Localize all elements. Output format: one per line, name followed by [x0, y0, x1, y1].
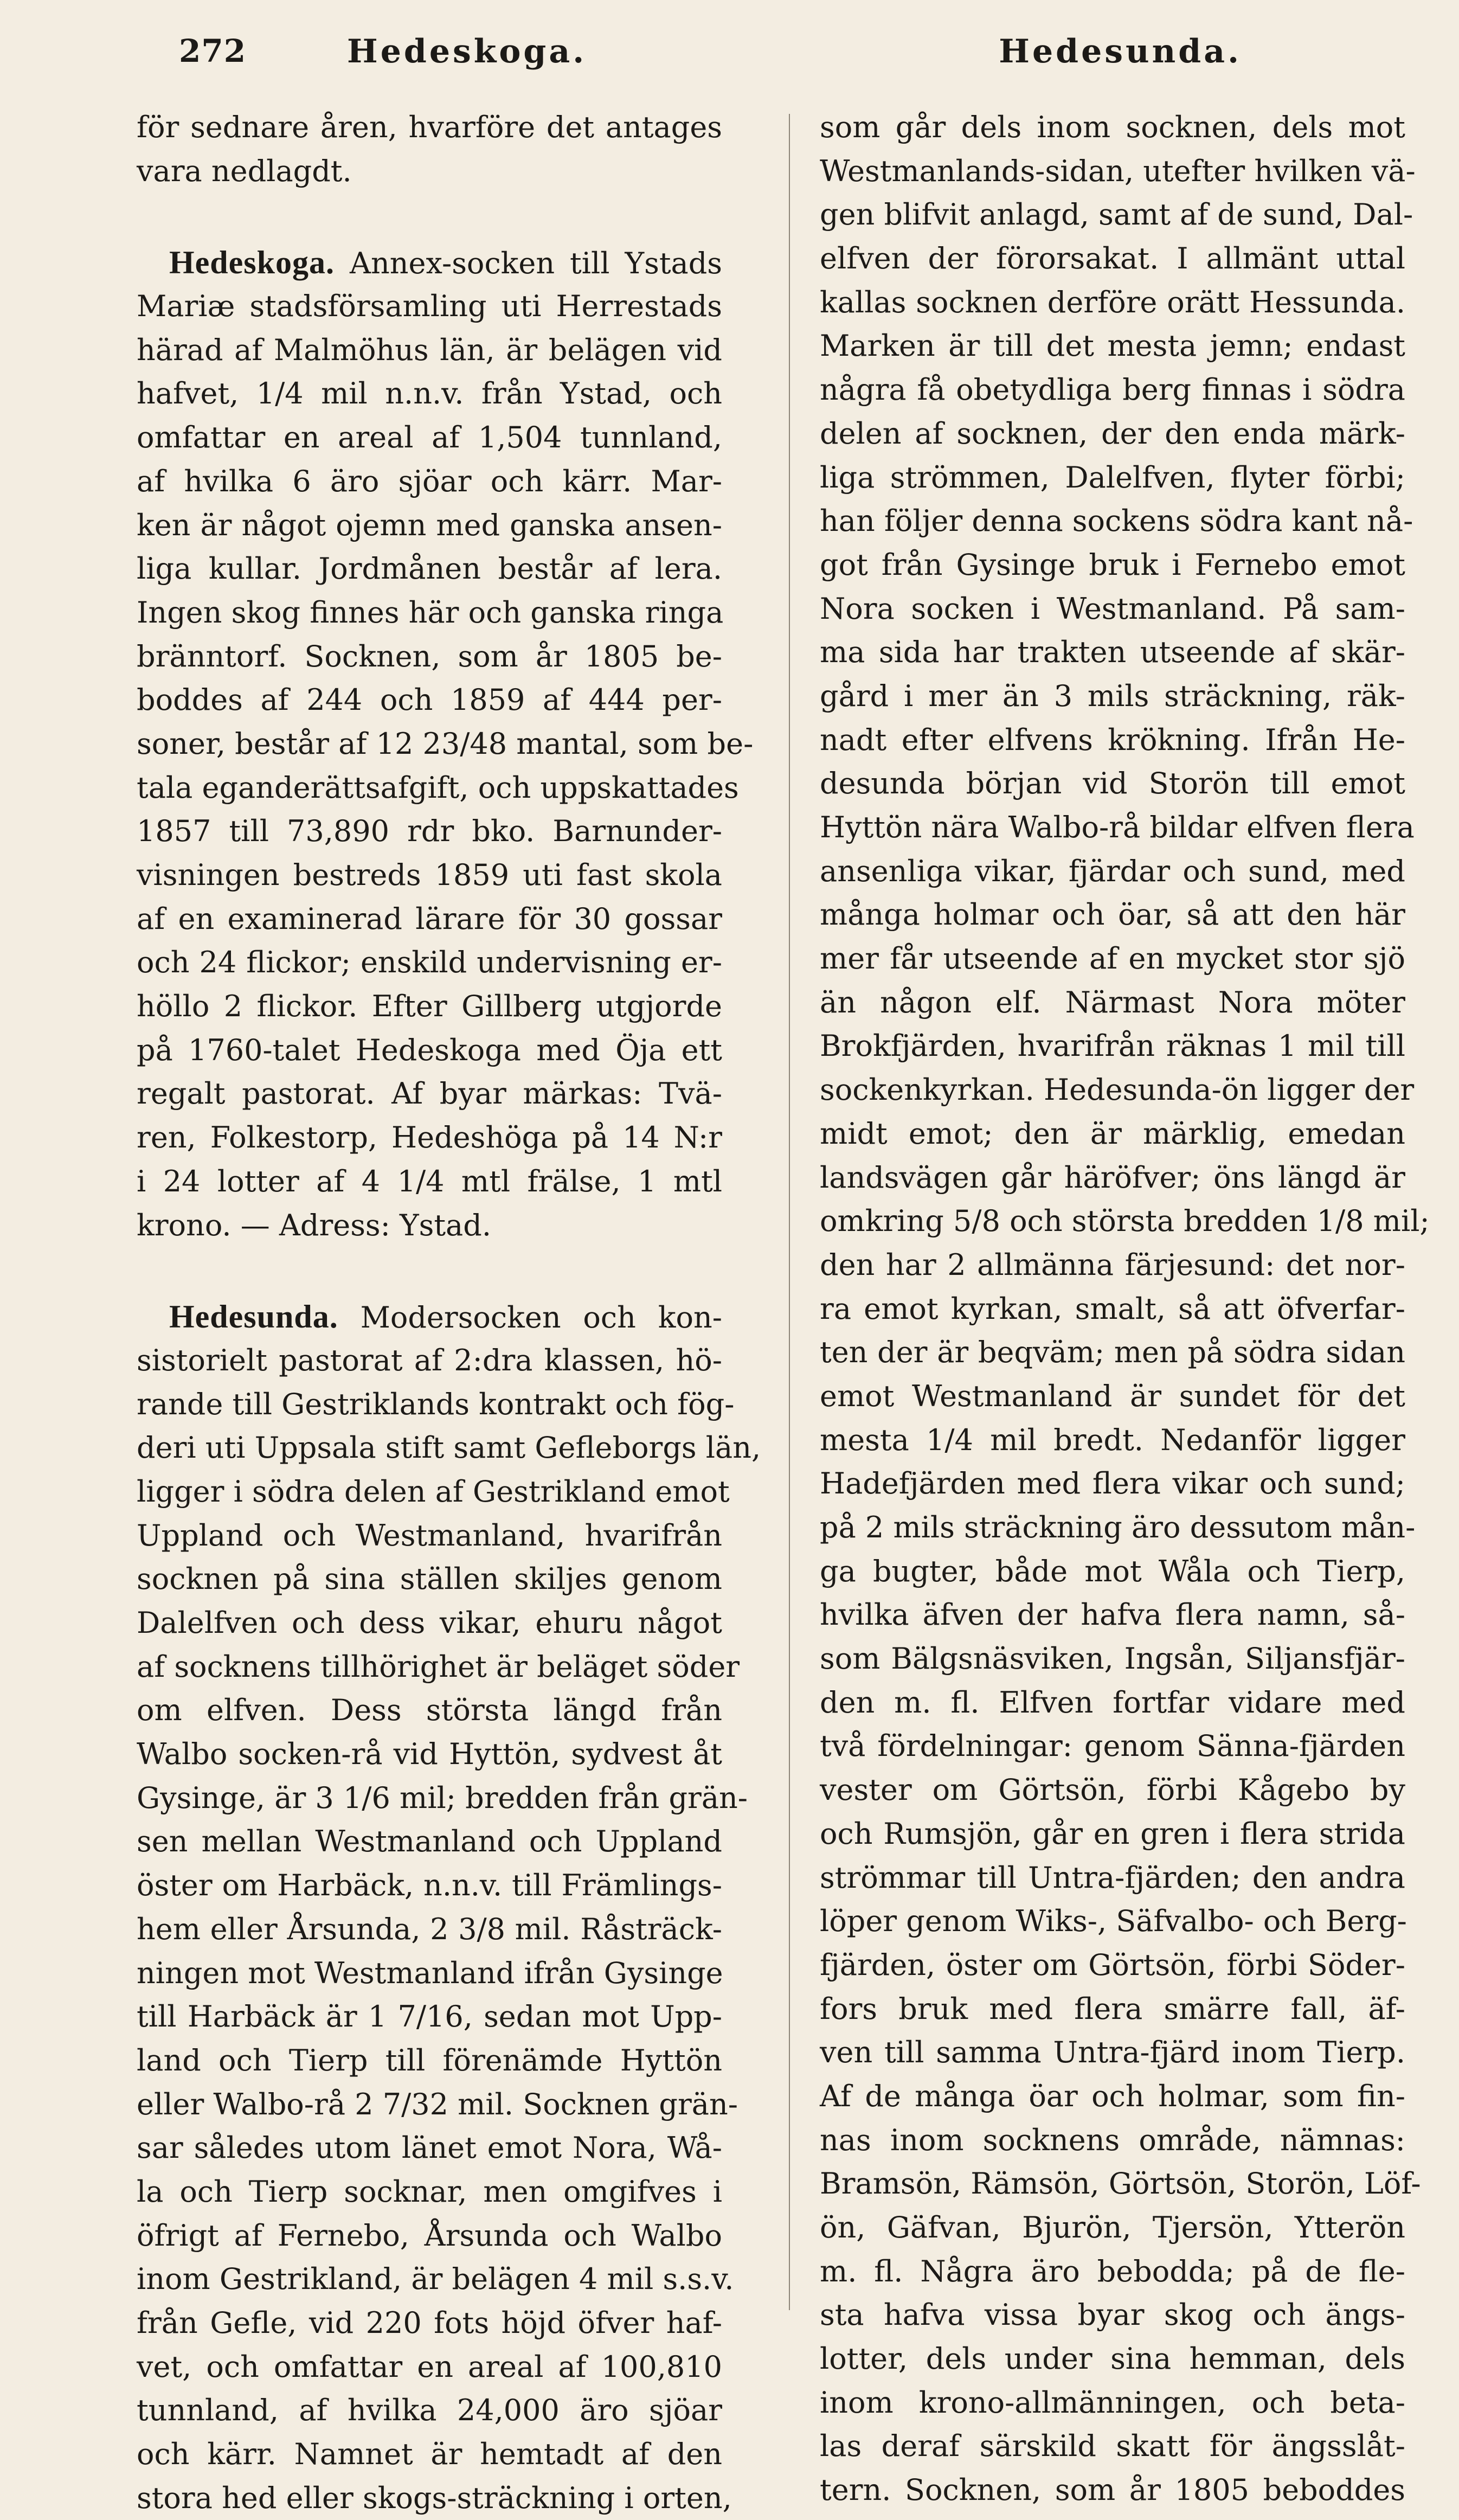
text-line: Nora socken i Westmanland. På sam- — [820, 591, 1405, 626]
text-line: desunda början vid Storön till emot — [820, 766, 1405, 801]
text-line: omkring 5/8 och största bredden 1/8 mil; — [820, 1204, 1430, 1239]
text-line: Ingen skog finnes här och ganska ringa — [137, 595, 724, 630]
text-line: och Rumsjön, går en gren i flera strida — [820, 1816, 1405, 1851]
text-line: ra emot kyrkan, smalt, så att öfverfar- — [820, 1291, 1405, 1326]
text-line: i 24 lotter af 4 1/4 mtl frälse, 1 mtl — [137, 1164, 722, 1198]
text-line: mer får utseende af en mycket stor sjö — [820, 941, 1405, 976]
text-line: Brokfjärden, hvarifrån räknas 1 mil till — [820, 1029, 1405, 1063]
text-line: Hyttön nära Walbo-rå bildar elfven flera — [820, 810, 1415, 844]
text-line: Marken är till det mesta jemn; endast — [820, 329, 1405, 363]
text-line: Walbo socken-rå vid Hyttön, sydvest åt — [137, 1737, 722, 1772]
text-line: af hvilka 6 äro sjöar och kärr. Mar- — [137, 464, 722, 498]
text-line: tunnland, af hvilka 24,000 äro sjöar — [137, 2393, 722, 2428]
paragraph-gap — [137, 1247, 722, 1295]
text-line: sockenkyrkan. Hedesunda-ön ligger der — [820, 1073, 1415, 1107]
headword-hedeskoga: Hedeskoga. — [169, 245, 335, 281]
text-line: öfrigt af Fernebo, Årsunda och Walbo — [137, 2218, 722, 2253]
text-line: och 24 flickor; enskild undervisning er- — [137, 945, 722, 980]
running-title-right: Hedesunda. — [999, 33, 1242, 70]
text-line: som Bälgsnäsviken, Ingsån, Siljansfjär- — [820, 1641, 1405, 1676]
entry-hedesunda — [137, 1295, 761, 2520]
text-line: stora hed eller skogs-sträckning i orten, — [137, 2480, 732, 2515]
text-line: liga kullar. Jordmånen består af lera. — [137, 552, 722, 586]
text-line: ven till samma Untra-fjärd inom Tierp. — [820, 2035, 1405, 2070]
entry-first-line — [137, 1295, 722, 1339]
text-line: landsvägen går häröfver; öns längd är — [820, 1160, 1405, 1195]
entry-hedeskoga — [137, 241, 754, 1247]
text-line: som går dels inom socknen, dels mot — [820, 110, 1405, 144]
text-line: kallas socknen derföre orätt Hessunda. — [820, 285, 1405, 319]
text-line: sar således utom länet emot Nora, Wå- — [137, 2131, 722, 2165]
text-line: sen mellan Westmanland och Uppland — [137, 1824, 722, 1859]
paragraph-gap — [137, 193, 722, 241]
text-line: till Harbäck är 1 7/16, sedan mot Upp- — [137, 1999, 722, 2034]
page-number: 272 — [179, 33, 247, 69]
text-line: hem eller Årsunda, 2 3/8 mil. Råsträck- — [137, 1912, 722, 1946]
text-line: höllo 2 flickor. Efter Gillberg utgjorde — [137, 989, 722, 1024]
text-line: emot Westmanland är sundet för det — [820, 1378, 1405, 1413]
column-divider — [789, 114, 790, 2310]
text-line: tern. Socknen, som år 1805 beboddes — [820, 2473, 1405, 2508]
text-line: ren, Folkestorp, Hedeshöga på 14 N:r — [137, 1120, 722, 1155]
text-line: fors bruk med flera smärre fall, äf- — [820, 1991, 1405, 2026]
text-line: hafvet, 1/4 mil n.n.v. från Ystad, och — [137, 376, 722, 411]
intro-paragraph — [137, 106, 722, 193]
text-line: den m. fl. Elfven fortfar vidare med — [820, 1685, 1405, 1720]
right-column — [820, 106, 1430, 2512]
text-line: Mariæ stadsförsamling uti Herrestads — [137, 289, 722, 324]
text-line: öster om Harbäck, n.n.v. till Främlings- — [137, 1868, 722, 1903]
text-line: delen af socknen, der den enda märk- — [820, 416, 1405, 451]
text-line: två fördelningar: genom Sänna-fjärden — [820, 1729, 1405, 1764]
text-line: ningen mot Westmanland ifrån Gysinge — [137, 1955, 723, 1990]
text-line: got från Gysinge bruk i Fernebo emot — [820, 547, 1405, 582]
text-line: Uppland och Westmanland, hvarifrån — [137, 1518, 722, 1553]
text-line: Dalelfven och dess vikar, ehuru något — [137, 1606, 722, 1640]
text-line: af en examinerad lärare för 30 gossar — [137, 901, 722, 936]
text-line: socknen på sina ställen skiljes genom — [137, 1562, 722, 1596]
text-line: löper genom Wiks-, Säfvalbo- och Berg- — [820, 1904, 1407, 1939]
text-line: vara nedlagdt. — [137, 153, 352, 188]
text-line: bränntorf. Socknen, som år 1805 be- — [137, 639, 722, 674]
text-line: gen blifvit anlagd, samt af de sund, Dal- — [820, 197, 1413, 232]
text-line: många holmar och öar, så att den här — [820, 897, 1405, 932]
running-title-left: Hedeskoga. — [347, 33, 587, 70]
text-line: soner, består af 12 23/48 mantal, som be- — [137, 726, 754, 761]
text-line: visningen bestreds 1859 uti fast skola — [137, 858, 722, 892]
entry-first-line-text: Annex-socken till Ystads — [349, 246, 723, 281]
text-line: för sednare åren, hvarföre det antages — [137, 110, 722, 144]
text-line: ligger i södra delen af Gestrikland emot — [137, 1474, 730, 1509]
text-line: m. fl. Några äro bebodda; på de fle- — [820, 2254, 1405, 2288]
text-line: fjärden, öster om Görtsön, förbi Söder- — [820, 1947, 1405, 1982]
text-line: på 1760-talet Hedeskoga med Öja ett — [137, 1033, 722, 1067]
text-line: krono. — Adress: Ystad. — [137, 1208, 491, 1242]
text-line: mesta 1/4 mil bredt. Nedanför ligger — [820, 1422, 1405, 1457]
text-line: ön, Gäfvan, Bjurön, Tjersön, Ytterön — [820, 2210, 1405, 2245]
text-line: ma sida har trakten utseende af skär- — [820, 635, 1405, 670]
text-line: nas inom socknens område, nämnas: — [820, 2123, 1405, 2157]
text-line: han följer denna sockens södra kant nå- — [820, 504, 1413, 538]
text-line: inom Gestrikland, är belägen 4 mil s.s.v. — [137, 2262, 734, 2297]
text-line: gård i mer än 3 mils sträckning, räk- — [820, 678, 1405, 713]
text-line: nadt efter elfvens krökning. Ifrån He- — [820, 722, 1405, 757]
text-line: härad af Malmöhus län, är belägen vid — [137, 332, 722, 367]
text-line: sistorielt pastorat af 2:dra klassen, hö- — [137, 1343, 722, 1377]
text-line: sta hafva vissa byar skog och ängs- — [820, 2298, 1405, 2332]
page-header — [179, 33, 1242, 81]
text-line: några få obetydliga berg finnas i södra — [820, 373, 1405, 407]
text-line: eller Walbo-rå 2 7/32 mil. Socknen grän- — [137, 2087, 738, 2121]
text-line: las deraf särskild skatt för ängsslåt- — [820, 2429, 1405, 2464]
text-line: från Gefle, vid 220 fots höjd öfver haf- — [137, 2306, 722, 2340]
text-line: ken är något ojemn med ganska ansen- — [137, 508, 722, 542]
text-line: regalt pastorat. Af byar märkas: Tvä- — [137, 1076, 722, 1111]
text-line: inom krono-allmänningen, och beta- — [820, 2385, 1405, 2420]
text-line: boddes af 244 och 1859 af 444 per- — [137, 683, 722, 717]
text-line: deri uti Uppsala stift samt Gefleborgs län, — [137, 1431, 761, 1465]
text-line: la och Tierp socknar, men omgifves i — [137, 2174, 722, 2209]
text-line: midt emot; den är märklig, emedan — [820, 1116, 1405, 1151]
text-line: om elfven. Dess största längd från — [137, 1693, 722, 1728]
text-line: rande till Gestriklands kontrakt och fög- — [137, 1387, 735, 1421]
text-line: land och Tierp till förenämde Hyttön — [137, 2043, 722, 2077]
text-line: Bramsön, Rämsön, Görtsön, Storön, Löf- — [820, 2166, 1421, 2201]
text-line: Af de många öar och holmar, som fin- — [820, 2079, 1405, 2113]
text-line: Westmanlands-sidan, utefter hvilken vä- — [820, 153, 1416, 188]
entry-first-line-text: Modersocken och kon- — [360, 1300, 722, 1335]
text-line: än någon elf. Närmast Nora möter — [820, 985, 1405, 1019]
text-line: ten der är beqväm; men på södra sidan — [820, 1335, 1405, 1370]
entry-hedesunda-continued — [820, 106, 1430, 2512]
headword-hedesunda: Hedesunda. — [169, 1299, 338, 1335]
text-line: tala eganderättsafgift, och uppskattades — [137, 770, 739, 805]
text-line: ansenliga vikar, fjärdar och sund, med — [820, 854, 1405, 888]
left-column — [137, 106, 761, 2520]
entry-first-line — [137, 241, 722, 285]
text-line: ga bugter, både mot Wåla och Tierp, — [820, 1554, 1405, 1588]
text-line: på 2 mils sträckning äro dessutom mån- — [820, 1510, 1416, 1544]
text-line: elfven der förorsakat. I allmänt uttal — [820, 241, 1405, 276]
text-line: den har 2 allmänna färjesund: det nor- — [820, 1247, 1405, 1282]
text-line: hvilka äfven der hafva flera namn, så- — [820, 1598, 1405, 1632]
text-line: Hadefjärden med flera vikar och sund; — [820, 1466, 1405, 1501]
text-line: 1857 till 73,890 rdr bko. Barnunder- — [137, 814, 722, 849]
text-line: strömmar till Untra-fjärden; den andra — [820, 1860, 1405, 1895]
text-line: vester om Görtsön, förbi Kågebo by — [820, 1773, 1405, 1807]
text-line: lotter, dels under sina hemman, dels — [820, 2342, 1405, 2376]
text-line: och kärr. Namnet är hemtadt af den — [137, 2437, 722, 2472]
text-line: omfattar en areal af 1,504 tunnland, — [137, 420, 722, 455]
text-line: af socknens tillhörighet är beläget söder — [137, 1649, 740, 1684]
text-line: vet, och omfattar en areal af 100,810 — [137, 2349, 722, 2384]
text-line: Gysinge, är 3 1/6 mil; bredden från grän- — [137, 1780, 748, 1815]
text-line: liga strömmen, Dalelfven, flyter förbi; — [820, 460, 1405, 495]
